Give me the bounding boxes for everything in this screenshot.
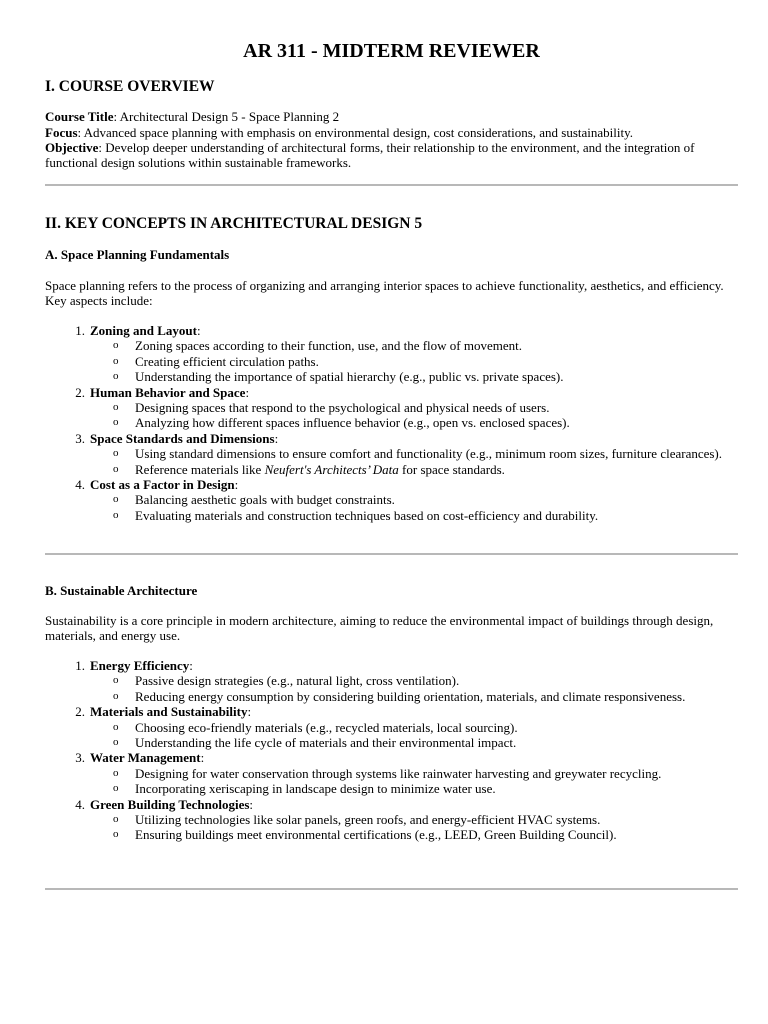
bullet-icon: o: [113, 354, 119, 367]
sub-list-item: [113, 735, 738, 751]
course-title-line: [45, 109, 738, 124]
focus-label: Focus: [45, 124, 78, 140]
list-item-label: Water Management: [90, 750, 201, 766]
list-number: 3.: [75, 430, 85, 446]
colon: :: [189, 658, 193, 673]
sub-item-text: Passive design strategies (e.g., natural light, cross ventilation).: [135, 673, 460, 689]
sub-item-text: Understanding the life cycle of materials and their environmental impact.: [135, 735, 517, 751]
sub-list-item: [113, 827, 738, 843]
colon: :: [249, 796, 254, 812]
bullet-icon: o: [113, 720, 119, 733]
course-title-value: : Architectural Design 5 - Space Planning 2: [113, 109, 340, 124]
sub-list-item: [113, 781, 738, 797]
bullet-icon: o: [113, 508, 119, 521]
sub-item-text: Creating efficient circulation paths.: [135, 353, 319, 369]
sub-list-item: [113, 400, 738, 416]
sub-list-item: [113, 812, 738, 828]
sub-list: [90, 720, 738, 751]
neufert-suffix: for space standards.: [398, 461, 505, 477]
space-planning-list: [45, 323, 738, 523]
bullet-icon: o: [113, 447, 119, 460]
list-number: 3.: [75, 750, 85, 766]
colon: :: [245, 384, 250, 400]
sub-list-item: [113, 507, 738, 523]
sub-item-text: Reducing energy consumption by considering building orientation, materials, and climate responsiveness.: [135, 688, 686, 704]
divider: [45, 888, 738, 890]
list-item: [75, 384, 738, 431]
sub-item-text: Using standard dimensions to ensure comfort and functionality (e.g., minimum room sizes, furniture clearances).: [135, 446, 723, 462]
section-b-heading: B. Sustainable Architecture: [45, 583, 198, 598]
colon: :: [234, 477, 239, 493]
bullet-icon: o: [113, 416, 119, 429]
sub-item-text: Designing spaces that respond to the psychological and physical needs of users.: [135, 400, 550, 416]
divider: [45, 553, 738, 555]
list-item-label: Human Behavior and Space: [90, 384, 246, 400]
colon: :: [196, 323, 201, 338]
list-item: [75, 658, 738, 704]
list-item-label: Cost as a Factor in Design: [90, 477, 235, 493]
sub-item-text: Analyzing how different spaces influence behavior (e.g., open vs. enclosed spaces).: [135, 415, 570, 431]
sub-list: [90, 446, 738, 477]
list-number: 1.: [75, 658, 85, 673]
bullet-icon: o: [113, 339, 119, 352]
key-concepts-heading: II. KEY CONCEPTS IN ARCHITECTURAL DESIGN 5: [45, 215, 423, 232]
bullet-icon: o: [113, 401, 119, 414]
section-b-intro: Sustainability is a core principle in modern architecture, aiming to reduce the environmental impact of buildings through design, materials, and energy use.: [45, 613, 714, 644]
sub-list-item: [113, 446, 738, 462]
sub-item-text: Designing for water conservation through systems like rainwater harvesting and greywater recycling.: [135, 765, 662, 781]
bullet-icon: o: [113, 689, 119, 702]
sub-item-text: Ensuring buildings meet environmental certifications (e.g., LEED, Green Building Council).: [135, 827, 617, 843]
list-item: [75, 750, 738, 797]
list-item: [75, 796, 738, 843]
list-number: 4.: [75, 796, 85, 812]
list-item-label: Space Standards and Dimensions: [90, 430, 275, 446]
bullet-icon: o: [113, 736, 119, 749]
sub-list-item: [113, 369, 738, 385]
sub-item-text: Understanding the importance of spatial hierarchy (e.g., public vs. private spaces).: [135, 369, 564, 385]
list-number: 4.: [75, 477, 85, 493]
colon: :: [200, 750, 205, 766]
neufert-book-title: Neufert's Architects’ Data: [264, 461, 399, 477]
sub-list-item: [113, 353, 738, 369]
section-a-intro: Space planning refers to the process of organizing and arranging interior spaces to achieve functionality, aesthetics, and efficiency. Key aspects include:: [45, 277, 724, 308]
course-overview-heading: I. COURSE OVERVIEW: [45, 78, 215, 95]
sub-item-text: [135, 462, 505, 477]
list-item-label: Zoning and Layout: [90, 323, 197, 338]
sub-list: [90, 338, 738, 384]
sub-list-item: [113, 688, 738, 704]
sub-list: [90, 400, 738, 431]
sub-list: [90, 812, 738, 843]
list-item-label: Green Building Technologies: [90, 796, 250, 812]
bullet-icon: o: [113, 674, 119, 687]
list-number: 1.: [75, 323, 85, 338]
sub-item-text: Incorporating xeriscaping in landscape design to minimize water use.: [135, 781, 496, 797]
sub-list: [90, 766, 738, 797]
sub-list-item: [113, 415, 738, 431]
list-item: [75, 430, 738, 477]
course-title-label: Course Title: [45, 109, 114, 124]
objective-label: Objective: [45, 140, 99, 155]
bullet-icon: o: [113, 462, 119, 475]
list-number: 2.: [75, 384, 85, 400]
document-title: AR 311 - MIDTERM REVIEWER: [243, 40, 540, 62]
sub-item-text: Balancing aesthetic goals with budget constraints.: [135, 492, 395, 508]
sub-list-item: [113, 765, 738, 781]
sub-item-text: Evaluating materials and construction techniques based on cost-efficiency and durability.: [135, 507, 599, 523]
bullet-icon: o: [113, 813, 119, 826]
section-a-heading: A. Space Planning Fundamentals: [45, 247, 230, 262]
bullet-icon: o: [113, 782, 119, 795]
sub-list: [90, 492, 738, 523]
list-item: [75, 323, 738, 385]
list-number: 2.: [75, 704, 85, 720]
sub-list: [90, 673, 738, 704]
bullet-icon: o: [113, 493, 119, 506]
list-item-label: Materials and Sustainability: [90, 704, 248, 720]
objective-line: [45, 140, 738, 171]
sub-list-item: [113, 673, 738, 689]
focus-value: : Advanced space planning with emphasis on environmental design, cost considerations, and sustainability.: [77, 124, 634, 140]
list-item: [75, 704, 738, 751]
bullet-icon: o: [113, 828, 119, 841]
list-item-label: Energy Efficiency: [90, 658, 190, 673]
divider: [45, 184, 738, 186]
sub-list-item: [113, 338, 738, 354]
bullet-icon: o: [113, 766, 119, 779]
sub-list-item: [113, 719, 738, 735]
objective-value: : Develop deeper understanding of architectural forms, their relationship to the environment, and the integration of functional design solutions within sustainable frameworks.: [45, 140, 695, 171]
sub-item-text: Utilizing technologies like solar panels, green roofs, and energy-efficient HVAC systems.: [135, 812, 601, 828]
sustainable-list: [45, 658, 738, 843]
sub-item-text: Zoning spaces according to their function, use, and the flow of movement.: [135, 338, 523, 354]
list-item: [75, 477, 738, 523]
bullet-icon: o: [113, 370, 119, 383]
neufert-prefix: Reference materials like: [135, 461, 265, 477]
focus-line: [45, 125, 738, 140]
sub-item-text: Choosing eco-friendly materials (e.g., recycled materials, local sourcing).: [135, 719, 518, 735]
colon: :: [274, 430, 279, 446]
sub-list-item: [113, 492, 738, 508]
sub-list-item: [113, 461, 738, 477]
colon: :: [247, 704, 252, 720]
